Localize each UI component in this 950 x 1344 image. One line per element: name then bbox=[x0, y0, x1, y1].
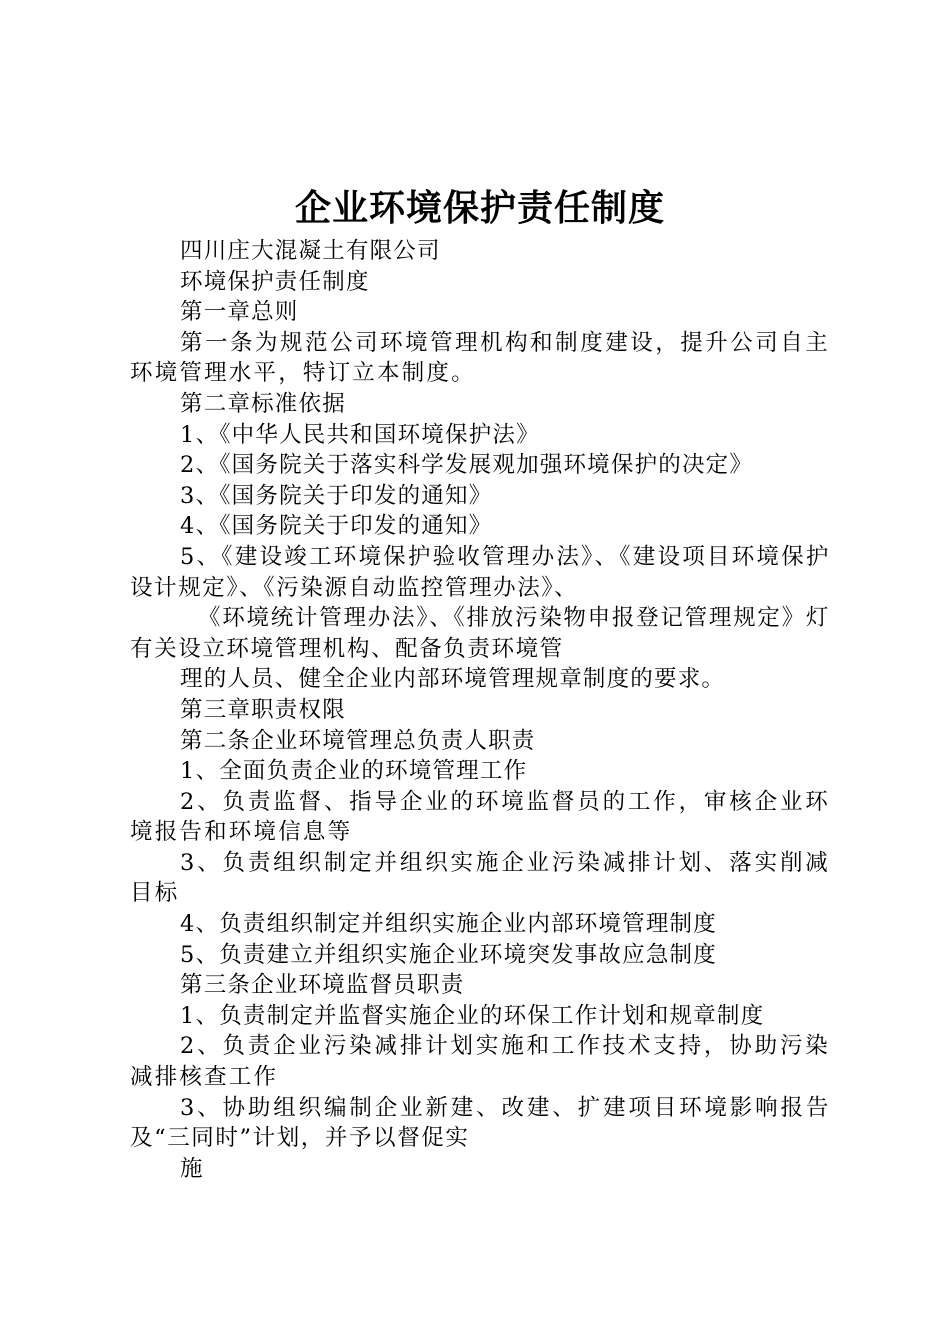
heading-chapter-2: 第二章标准依据 bbox=[180, 390, 346, 417]
list-item-basis-4: 4、《国务院关于印发的通知》 bbox=[180, 513, 493, 540]
list-item-supervisor-2: 2、负责企业污染减排计划实施和工作技术支持，协助污染减排核查工作 bbox=[130, 1033, 830, 1091]
list-item-duty-5: 5、负责建立并组织实施企业环境突发事故应急制度 bbox=[180, 941, 717, 968]
heading-article-3: 第三条企业环境监督员职责 bbox=[180, 972, 465, 999]
list-item-supervisor-1: 1、负责制定并监督实施企业的环保工作计划和规章制度 bbox=[180, 1002, 765, 1029]
paragraph-basis-end: 理的人员、健全企业内部环境管理规章制度的要求。 bbox=[180, 666, 726, 693]
list-item-duty-2: 2、负责监督、指导企业的环境监督员的工作，审核企业环境报告和环境信息等 bbox=[130, 788, 830, 846]
paragraph-basis-continued: 《环境统计管理办法》、《排放污染物申报登记管理规定》灯有关设立环境管理机构、配备负责环境管 bbox=[130, 605, 830, 662]
paragraph-supervisor-3-end: 施 bbox=[180, 1155, 204, 1182]
list-item-basis-3: 3、《国务院关于印发的通知》 bbox=[180, 482, 493, 509]
list-item-supervisor-3: 3、协助组织编制企业新建、改建、扩建项目环境影响报告及“三同时”计划，并予以督促实 bbox=[130, 1094, 830, 1152]
heading-article-2: 第二条企业环境管理总负责人职责 bbox=[180, 727, 536, 754]
list-item-basis-1: 1、《中华人民共和国环境保护法》 bbox=[180, 421, 540, 448]
paragraph-subtitle: 环境保护责任制度 bbox=[180, 268, 370, 295]
list-item-duty-4: 4、负责组织制定并组织实施企业内部环境管理制度 bbox=[180, 911, 717, 938]
heading-chapter-3: 第三章职责权限 bbox=[180, 696, 346, 723]
list-item-duty-1: 1、全面负责企业的环境管理工作 bbox=[180, 758, 528, 785]
list-item-duty-3: 3、负责组织制定并组织实施企业污染减排计划、落实削减目标 bbox=[130, 849, 830, 907]
list-item-basis-2: 2、《国务院关于落实科学发展观加强环境保护的决定》 bbox=[180, 452, 754, 479]
heading-chapter-1: 第一章总则 bbox=[180, 299, 299, 326]
list-item-basis-5: 5、《建设竣工环境保护验收管理办法》、《建设项目环境保护设计规定》、《污染源自动监控管理办法》、 bbox=[130, 543, 830, 601]
paragraph-company: 四川庄大混凝土有限公司 bbox=[180, 238, 441, 264]
document-title: 企业环境保护责任制度 bbox=[294, 187, 665, 229]
document-body bbox=[130, 236, 830, 1184]
paragraph-article-1: 第一条为规范公司环境管理机构和制度建设，提升公司自主环境管理水平，特订立本制度。 bbox=[130, 329, 830, 387]
